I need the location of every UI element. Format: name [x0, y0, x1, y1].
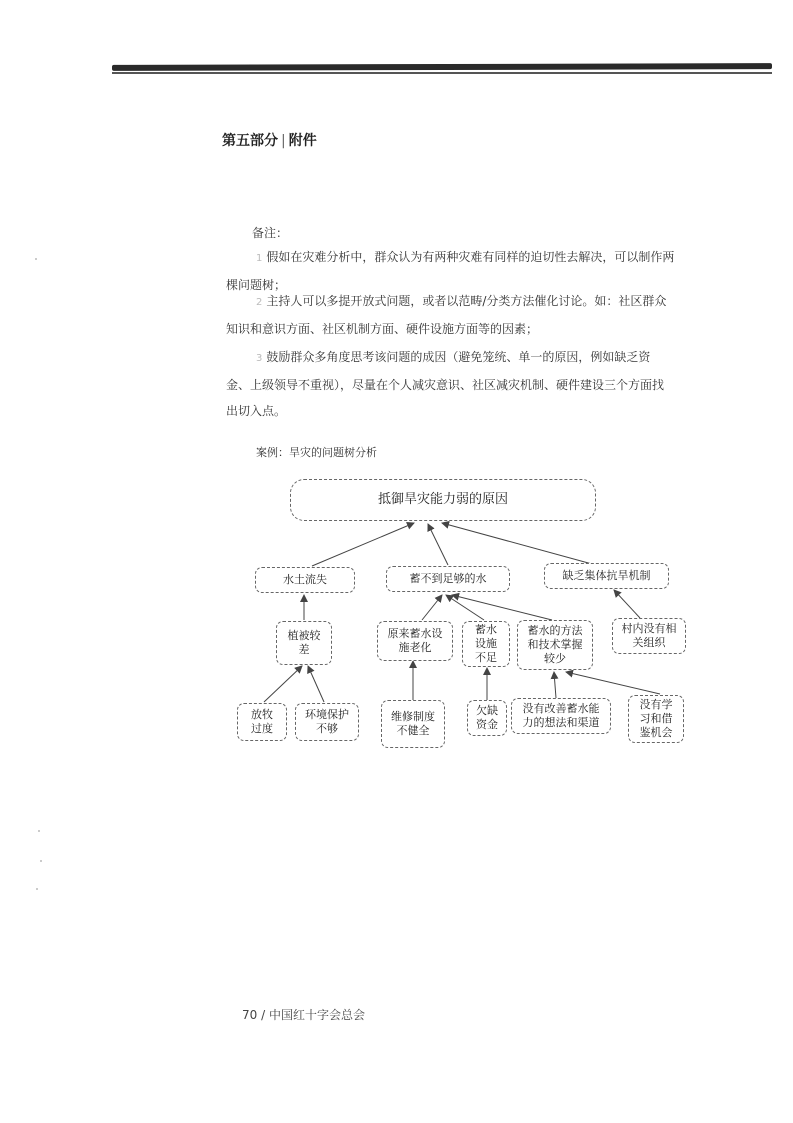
note-marker: 1	[256, 253, 263, 264]
subsection-name: 附件	[288, 133, 317, 149]
tree-node-no-org: 村内没有相关组织	[612, 618, 686, 654]
scan-speck	[40, 860, 42, 862]
tree-node-vegetation: 植被较差	[276, 621, 332, 665]
note-text-cont: 棵问题树；	[226, 278, 287, 292]
tree-node-env-protection: 环境保护不够	[295, 703, 359, 741]
note-marker: 3	[256, 353, 263, 364]
footer-separator: /	[261, 1008, 266, 1022]
note-text: 鼓励群众多角度思考该问题的成因（避免笼统、单一的原因，例如缺乏资	[266, 350, 651, 364]
arrow-l1-root	[312, 523, 414, 566]
page-footer	[242, 1006, 365, 1023]
arrow-l3-l2	[554, 672, 556, 698]
tree-node-old-facilities: 原来蓄水设施老化	[377, 621, 453, 661]
note-text-cont: 知识和意识方面、社区机制方面、硬件设施方面等的因素；	[226, 322, 539, 336]
section-name: 第五部分	[222, 133, 278, 149]
tree-root-node: 抵御旱灾能力弱的原因	[290, 479, 596, 521]
tree-node-soil-erosion: 水土流失	[255, 567, 355, 593]
arrow-l1-root	[442, 523, 592, 564]
notes-heading: 备注：	[252, 226, 289, 240]
arrow-l3-l2	[264, 666, 302, 702]
scan-speck	[36, 888, 38, 890]
tree-node-no-learning: 没有学习和借鉴机会	[628, 695, 684, 743]
scan-speck	[38, 830, 40, 832]
tree-node-overgrazing: 放牧过度	[237, 703, 287, 741]
arrow-l1-root	[428, 524, 448, 565]
scan-speck	[35, 258, 37, 260]
note-text: 假如在灾难分析中，群众认为有两种灾难有同样的迫切性去解决，可以制作两	[266, 250, 675, 264]
note-marker: 2	[256, 297, 263, 308]
tree-node-maintenance: 维修制度不健全	[381, 700, 445, 748]
arrow-l2-l1	[452, 595, 552, 620]
note-text: 主持人可以多提开放式问题，或者以范畴/分类方法催化讨论。如：社区群众	[266, 294, 667, 308]
tree-node-no-improve: 没有改善蓄水能力的想法和渠道	[511, 698, 611, 734]
page-number: 70	[242, 1008, 258, 1022]
arrow-l2-l1	[614, 590, 640, 618]
tree-node-insufficient-water: 蓄不到足够的水	[386, 566, 510, 592]
arrow-l3-l2	[308, 666, 324, 702]
arrow-l2-l1	[422, 595, 442, 620]
tree-node-lack-facilities: 蓄水设施不足	[462, 621, 510, 667]
arrow-l3-l2	[566, 672, 660, 694]
section-separator: |	[281, 133, 286, 149]
tree-node-funds: 欠缺资金	[467, 700, 507, 736]
note-text-cont: 出切入点。	[226, 404, 287, 418]
case-label: 案例：旱灾的问题树分析	[256, 446, 377, 459]
note-text-cont: 金、上级领导不重视），尽量在个人减灾意识、社区减灾机制、硬件建设三个方面找	[226, 378, 665, 392]
footer-org: 中国红十字会总会	[268, 1008, 365, 1022]
tree-node-skills: 蓄水的方法和技术掌握较少	[517, 620, 593, 670]
tree-node-no-mechanism: 缺乏集体抗旱机制	[544, 563, 669, 589]
